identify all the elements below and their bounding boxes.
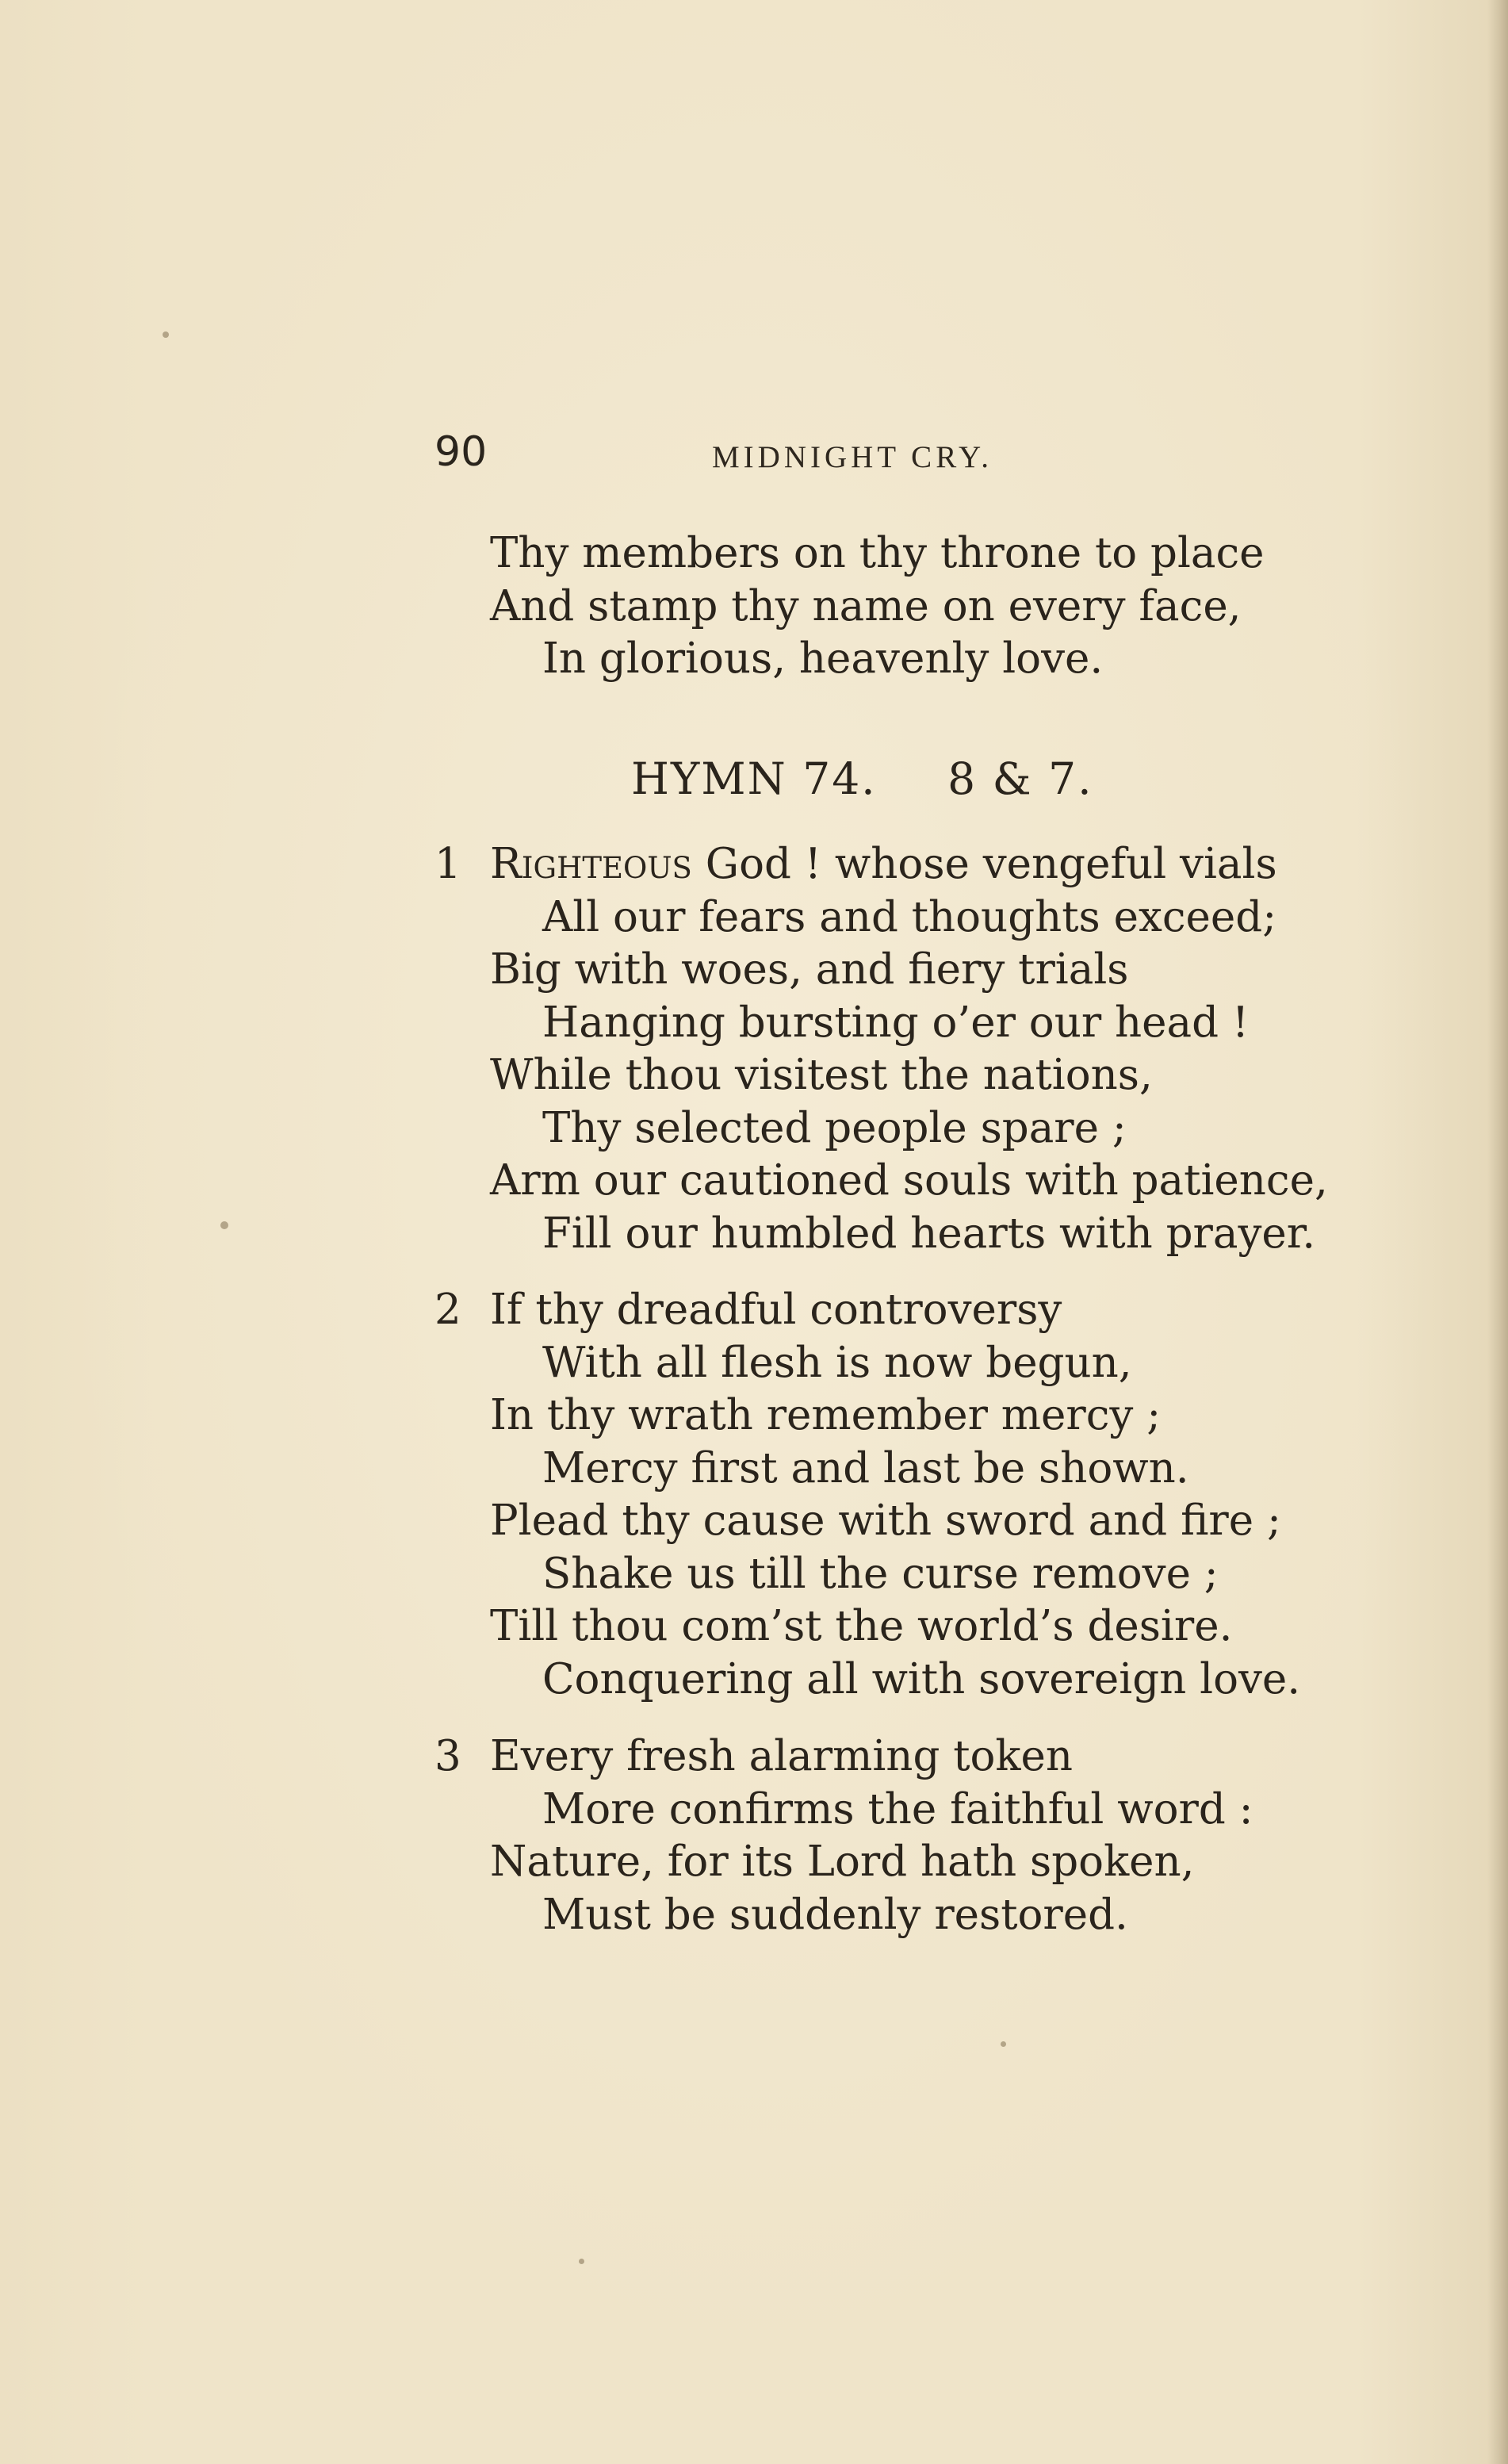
initial-word: Righteous [490, 840, 692, 888]
verse-line: And stamp thy name on every face, [490, 581, 1242, 630]
verse-line: Shake us till the curse remove ; [542, 1549, 1219, 1598]
hymn-meter: 8 & 7. [947, 753, 1093, 804]
verse-line: Mercy first and last be shown. [542, 1443, 1189, 1493]
stanza-1 [434, 838, 1338, 1260]
verse-line: In glorious, heavenly love. [542, 634, 1104, 683]
verse-line: Nature, for its Lord hath spoken, [490, 1837, 1195, 1886]
stanza-number: 3 [434, 1732, 461, 1780]
page-edge-shadow [1487, 0, 1508, 2464]
verse-line [434, 1284, 1338, 1337]
verse-line: Arm our cautioned souls with patience, [490, 1156, 1328, 1205]
verse-line [434, 1730, 1338, 1784]
hymn-heading [631, 753, 1093, 804]
verse-line: While thou visitest the nations, [490, 1051, 1153, 1099]
verse-line: Big with woes, and fiery trials [490, 945, 1129, 994]
verse-line: With all flesh is now begun, [542, 1338, 1132, 1387]
verse-line: Fill our humbled hearts with prayer. [542, 1209, 1316, 1258]
verse-line: Till thou com’st the world’s desire. [490, 1602, 1233, 1650]
verse-line: Thy members on thy throne to place [490, 529, 1265, 577]
verse-line: Hanging bursting o’er our head ! [542, 998, 1250, 1047]
page-number: 90 [434, 428, 488, 476]
verse-line: Plead thy cause with sword and fire ; [490, 1496, 1281, 1545]
verse-line-rest: God ! whose vengeful vials [691, 840, 1277, 888]
stanza-3 [434, 1730, 1338, 1941]
stanza-2 [434, 1284, 1338, 1706]
stanza-number: 2 [434, 1286, 461, 1334]
running-title: MIDNIGHT CRY. [712, 440, 993, 474]
previous-hymn-ending [434, 527, 1338, 686]
verse-line: Must be suddenly restored. [542, 1890, 1128, 1939]
hymn-title: HYMN 74. [631, 753, 877, 804]
verse-line-rest: Every fresh alarming token [490, 1732, 1074, 1780]
verse-line-rest: If thy dreadful controversy [490, 1286, 1062, 1334]
paper-speck [220, 1221, 228, 1229]
verse-line: In thy wrath remember mercy ; [490, 1391, 1162, 1439]
stanza-number: 1 [434, 840, 461, 888]
paper-speck [579, 2259, 584, 2264]
paper-speck [1001, 2041, 1006, 2047]
verse-line [434, 838, 1338, 891]
paper-speck [163, 331, 169, 338]
running-head [434, 423, 1307, 487]
verse-line: Thy selected people spare ; [542, 1103, 1127, 1152]
verse-line: More confirms the faithful word : [542, 1784, 1253, 1834]
verse-line: All our fears and thoughts exceed; [542, 892, 1277, 941]
verse-line: Conquering all with sovereign love. [542, 1654, 1301, 1703]
